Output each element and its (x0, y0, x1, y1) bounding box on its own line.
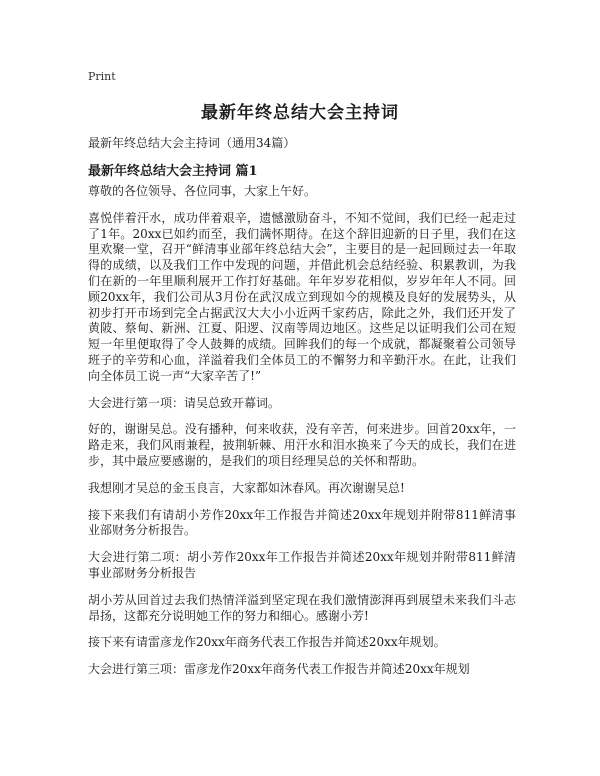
paragraph-invite-hu: 接下来我们有请胡小芳作20xx年工作报告并简述20xx年规划并附带811鲜清事业部财务分析报告。 (88, 507, 516, 538)
paragraph-item-3: 大会进行第三项：雷彦龙作20xx年商务代表工作报告并简述20xx年规划 (88, 662, 470, 677)
document-subtitle: 最新年终总结大会主持词（通用34篇） (88, 136, 296, 150)
document-title: 最新年终总结大会主持词 (201, 103, 399, 123)
paragraph-thanks-wu: 好的，谢谢吴总。没有播种，何来收获，没有辛苦，何来进步。回首20xx年，一路走来，我们风雨兼程，披荆斩棘、用汗水和泪水换来了今天的成长，我们在进步，其中最应要感谢的，是我们的项目经理吴总的关怀和帮助。 (88, 422, 516, 468)
print-link[interactable]: Print (88, 70, 116, 83)
paragraph-invite-lei: 接下来有请雷彦龙作20xx年商务代表工作报告并简述20xx年规划。 (88, 635, 446, 650)
paragraph-greeting: 尊敬的各位领导、各位同事，大家上午好。 (88, 184, 317, 198)
paragraph-item-2: 大会进行第二项：胡小芳作20xx年工作报告并简述20xx年规划并附带811鲜清事业部财务分析报告 (88, 550, 516, 580)
section-heading: 最新年终总结大会主持词 篇1 (88, 164, 258, 179)
document-body (88, 184, 516, 689)
paragraph-thanks-hu: 胡小芳从回首过去我们热情洋溢到坚定现在我们激情澎湃再到展望未来我们斗志昂扬，这都充分说明她工作的努力和细心。感谢小芳! (88, 592, 516, 623)
paragraph-thanks-wu-again: 我想刚才吴总的金玉良言，大家都如沐春风。再次谢谢吴总! (88, 480, 405, 495)
paragraph-item-1: 大会进行第一项：请吴总致开幕词。 (88, 395, 281, 410)
paragraph-opening: 喜悦伴着汗水，成功伴着艰辛，遗憾激励奋斗，不知不觉间，我们已经一起走过了1年。20xx已如约而至，我们满怀期待。在这个辞旧迎新的日子里，我们在这里欢聚一堂，召开“鲜清事业部年终总结大会”，主要目的是一起回顾过去一年取得的成绩，以及我们工作中发现的问题，并借此机会总结经验、积累教训，为我们在新的一年里顺利展开工作打好基础。年年岁岁花相似，岁岁年年人不同。回顾20xx年，我们公司从3月份在武汉成立到现如今的规模及良好的发展势头，从初步打开市场到完全占据武汉大大小小近两千家药店，除此之外，我们还开发了黄陂、蔡甸、新洲、江夏、阳逻、汉南等周边地区。这些足以证明我们公司在短短一年里便取得了令人鼓舞的成绩。回眸我们的每一个成就，都凝聚着公司领导班子的辛劳和心血，洋溢着我们全体员工的不懈努力和辛勤汗水。在此，让我们向全体员工说一声“大家辛苦了!” (88, 210, 516, 383)
